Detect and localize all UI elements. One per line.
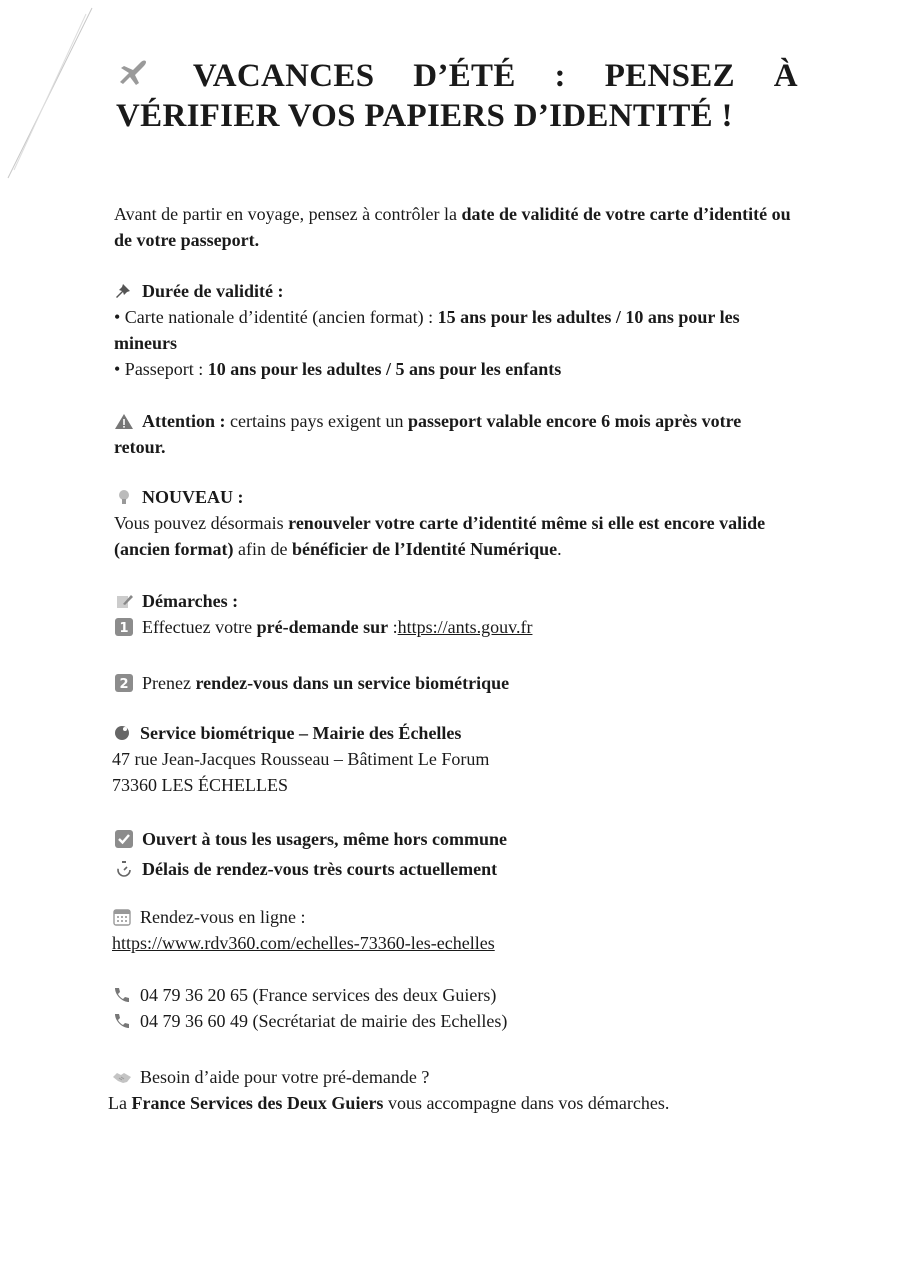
step-1-sep: : xyxy=(388,617,398,637)
nouveau-heading xyxy=(114,484,790,510)
calendar-icon xyxy=(112,908,132,926)
online-label xyxy=(112,904,792,930)
handshake-icon xyxy=(112,1068,132,1086)
service-heading-text: Service biométrique – Mairie des Échelles xyxy=(140,723,462,743)
cni-label: • Carte nationale d’identité (ancien format) : xyxy=(114,307,438,327)
note-open xyxy=(114,824,794,854)
nouveau-text-2: afin de xyxy=(233,539,292,559)
title-word: PENSEZ xyxy=(604,58,735,94)
attention-bold: passeport valable encore 6 mois après votre retour. xyxy=(114,411,742,457)
note-delay xyxy=(114,854,794,884)
scan-edge-line xyxy=(0,0,100,190)
notes-section xyxy=(114,824,794,884)
title-word: : xyxy=(554,58,566,94)
help-answer xyxy=(108,1090,808,1116)
intro-bold: date de validité de votre carte d’identité ou de votre passeport. xyxy=(114,204,791,250)
title-line-2: VÉRIFIER VOS PAPIERS D’IDENTITÉ ! xyxy=(116,98,733,134)
title-line-1 xyxy=(116,56,798,96)
attention-label: Attention : xyxy=(142,411,226,431)
help-section xyxy=(108,1064,808,1116)
title-word: D’ÉTÉ xyxy=(413,58,516,94)
note-open-text: Ouvert à tous les usagers, même hors commune xyxy=(142,829,507,849)
rdv360-link[interactable]: https://www.rdv360.com/echelles-73360-les-echelles xyxy=(112,933,495,953)
phone-icon xyxy=(112,986,132,1004)
step-1-bold: pré-demande sur xyxy=(256,617,389,637)
airplane-icon xyxy=(116,56,154,96)
step-2 xyxy=(114,670,794,696)
demarches-heading xyxy=(114,588,794,614)
pin-round-icon xyxy=(112,724,132,742)
online-label-text: Rendez-vous en ligne : xyxy=(140,907,306,927)
warning-icon xyxy=(114,412,134,430)
phones-section xyxy=(112,982,792,1034)
pushpin-icon xyxy=(114,282,134,300)
nouveau-section xyxy=(114,484,790,562)
keycap-2-icon xyxy=(114,674,134,692)
step-1 xyxy=(114,614,794,640)
stopwatch-icon xyxy=(114,860,134,878)
nouveau-text-3: . xyxy=(557,539,562,559)
intro-paragraph xyxy=(114,201,794,253)
nouveau-text xyxy=(114,510,790,562)
title-word: À xyxy=(773,58,798,94)
demarches-section xyxy=(114,588,794,640)
keycap-1-icon xyxy=(114,618,134,636)
phone-line xyxy=(112,982,792,1008)
passport-value: 10 ans pour les adultes / 5 ans pour les enfants xyxy=(207,359,562,379)
validity-section xyxy=(114,278,804,382)
check-box-icon xyxy=(114,830,134,848)
step-2-text: Prenez xyxy=(142,673,196,693)
help-suffix: vous accompagne dans vos démarches. xyxy=(383,1093,670,1113)
memo-icon xyxy=(114,592,134,610)
nouveau-bold-2: bénéficier de l’Identité Numérique xyxy=(291,539,558,559)
svg-text:1: 1 xyxy=(119,621,129,636)
validity-passport xyxy=(114,356,804,382)
help-prefix: La xyxy=(108,1093,132,1113)
service-section xyxy=(112,720,792,798)
service-address-line-2: 73360 LES ÉCHELLES xyxy=(112,775,288,795)
attention-text: certains pays exigent un xyxy=(225,411,408,431)
step-2-bold: rendez-vous dans un service biométrique xyxy=(195,673,510,693)
online-section xyxy=(112,904,792,956)
phone-number-link[interactable]: 04 79 36 60 49 xyxy=(140,1011,248,1031)
ants-link[interactable]: https://ants.gouv.fr xyxy=(397,617,533,637)
phone-line xyxy=(112,1008,792,1034)
validity-heading-text: Durée de validité : xyxy=(142,281,284,301)
demarches-heading-text: Démarches : xyxy=(142,591,239,611)
help-question xyxy=(108,1064,808,1090)
help-question-text: Besoin d’aide pour votre pré-demande ? xyxy=(140,1067,430,1087)
service-heading xyxy=(112,720,792,746)
nouveau-bold-1: renouveler votre carte d’identité même si elle est encore valide (ancien format) xyxy=(114,513,766,559)
title-word: VACANCES xyxy=(192,58,375,94)
page-title xyxy=(116,56,798,136)
phone-number-link[interactable]: 04 79 36 20 65 xyxy=(140,985,248,1005)
intro-text: Avant de partir en voyage, pensez à contrôler la xyxy=(114,204,462,224)
note-delay-text: Délais de rendez-vous très courts actuellement xyxy=(142,859,498,879)
cni-value: 15 ans pour les adultes / 10 ans pour les mineurs xyxy=(114,307,740,353)
nouveau-heading-text: NOUVEAU : xyxy=(142,487,244,507)
help-bold: France Services des Deux Guiers xyxy=(131,1093,384,1113)
svg-text:2: 2 xyxy=(119,677,129,692)
phone-desc: (Secrétariat de mairie des Echelles) xyxy=(252,1011,508,1031)
attention-paragraph xyxy=(114,408,764,460)
step-1-text: Effectuez votre xyxy=(142,617,257,637)
phone-desc: (France services des deux Guiers) xyxy=(252,985,497,1005)
nouveau-text-1: Vous pouvez désormais xyxy=(114,513,289,533)
lightbulb-icon xyxy=(114,488,134,506)
passport-label: • Passeport : xyxy=(114,359,208,379)
phone-icon xyxy=(112,1012,132,1030)
validity-cni xyxy=(114,304,804,356)
validity-heading xyxy=(114,278,804,304)
service-address-line-1: 47 rue Jean-Jacques Rousseau – Bâtiment Le Forum xyxy=(112,749,490,769)
